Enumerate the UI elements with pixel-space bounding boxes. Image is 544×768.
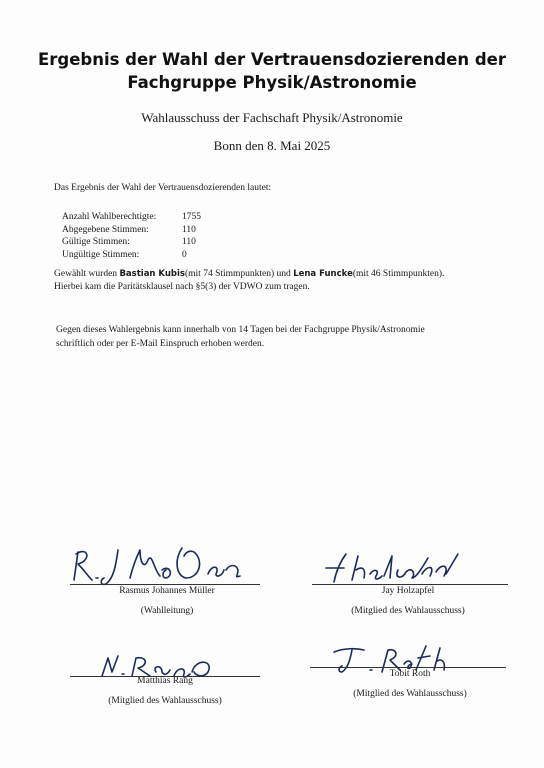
signature-block-1	[67, 586, 267, 616]
objection-line-1: Gegen dieses Wahlergebnis kann innerhalb von 14 Tagen bei der Fachgruppe Physik/Astronomie	[56, 325, 425, 335]
signature-4-line	[310, 667, 506, 668]
stat-value: 110	[182, 237, 196, 247]
objection-line-2: schriftlich oder per E-Mail Einspruch erhoben werden.	[56, 339, 265, 349]
signature-block-2	[308, 586, 508, 616]
document-subtitle: Wahlausschuss der Fachschaft Physik/Astronomie	[141, 110, 403, 125]
title-line-1: Ergebnis der Wahl der Vertrauensdozierenden der	[37, 50, 506, 69]
signature-block-4	[310, 669, 510, 699]
result-line-2: Hierbei kam die Paritätsklausel nach §5(3) der VDWO zum tragen.	[54, 282, 310, 292]
candidate-2-name: Lena Funcke	[293, 269, 353, 279]
signature-2-handwriting	[318, 548, 468, 588]
stat-value: 110	[182, 224, 196, 235]
signature-2-line	[312, 584, 508, 585]
result-prefix: Gewählt wurden	[54, 269, 120, 279]
result-line-1	[54, 268, 524, 281]
stat-label: Gültige Stimmen:	[62, 237, 130, 247]
stat-row	[62, 224, 201, 237]
intro-text: Das Ergebnis der Wahl der Vertrauensdozierenden lautet:	[54, 183, 272, 193]
candidate-2-points: (mit 46 Stimmpunkten).	[352, 269, 445, 279]
signatory-role: (Wahlleitung)	[140, 606, 194, 616]
signatory-name: Rasmus Johannes Müller	[119, 586, 215, 596]
stat-row	[62, 236, 201, 249]
signatory-name: Jay Holzapfel	[381, 586, 435, 596]
candidate-1-points: (mit 74 Stimmpunkten) und	[184, 269, 294, 279]
document-title	[30, 48, 514, 94]
signatory-role: (Mitglied des Wahlausschuss)	[351, 606, 465, 616]
stats-table	[62, 211, 201, 261]
stat-value: 0	[182, 249, 187, 260]
stat-row	[62, 211, 201, 224]
signatory-name: Tobit Roth	[389, 669, 431, 679]
stat-label: Anzahl Wahlberechtigte:	[62, 212, 157, 222]
candidate-1-name: Bastian Kubis	[119, 269, 185, 279]
signature-1-handwriting	[66, 540, 256, 590]
election-result	[54, 268, 524, 294]
signatory-name: Matthias Rang	[137, 676, 193, 686]
stat-value: 1755	[182, 212, 201, 222]
stat-label: Ungültige Stimmen:	[62, 249, 140, 260]
document-date: Bonn den 8. Mai 2025	[213, 138, 331, 153]
signatory-role: (Mitglied des Wahlausschuss)	[353, 689, 467, 699]
stat-label: Abgegebene Stimmen:	[62, 224, 149, 235]
signatory-role: (Mitglied des Wahlausschuss)	[108, 696, 222, 706]
signature-block-3	[65, 676, 265, 706]
stat-row	[62, 249, 201, 262]
title-line-2: Fachgruppe Physik/Astronomie	[127, 73, 417, 92]
signature-1-line	[70, 584, 260, 585]
objection-notice	[56, 323, 526, 351]
